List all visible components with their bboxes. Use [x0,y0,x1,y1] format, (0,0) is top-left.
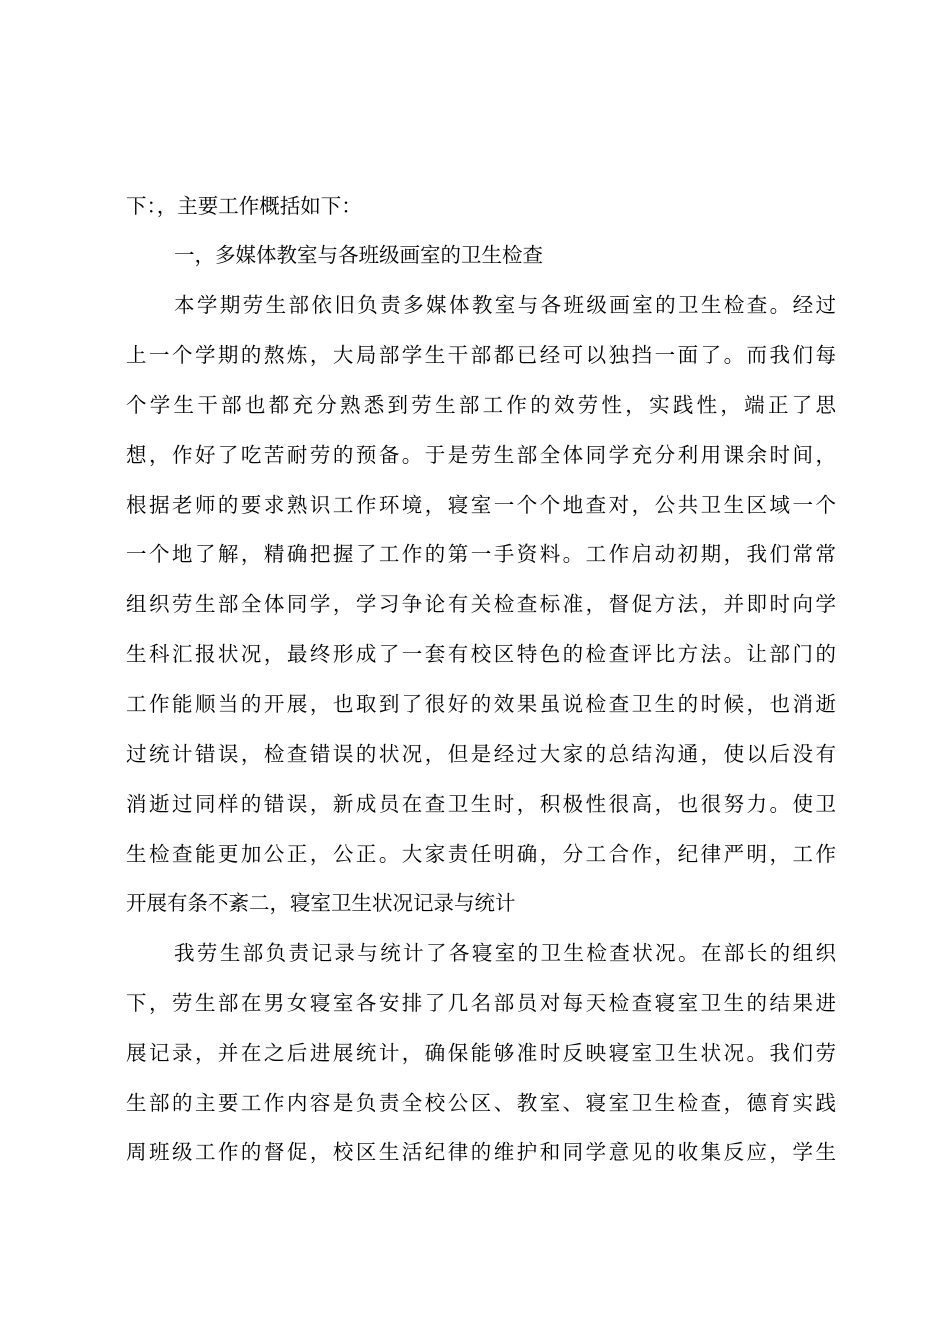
paragraph-line: 生科汇报状况，最终形成了一套有校区特色的检查评比方法。让部门的 [126,642,836,666]
paragraph-line: 生检查能更加公正，公正。大家责任明确，分工合作，纪律严明，工作 [126,842,836,866]
paragraph-line: 根据老师的要求熟识工作环境，寝室一个个地查对，公共卫生区域一个 [126,493,836,517]
paragraph-line: 工作能顺当的开展，也取到了很好的效果虽说检查卫生的时候，也消逝 [126,692,836,716]
paragraph-line: 上一个学期的熬炼，大局部学生干部都已经可以独挡一面了。而我们每 [126,343,836,367]
paragraph-line: 消逝过同样的错误，新成员在查卫生时，积极性很高，也很努力。使卫 [126,792,836,816]
paragraph-line: 周班级工作的督促，校区生活纪律的维护和同学意见的收集反应，学生 [126,1140,836,1164]
paragraph-line: 过统计错误，检查错误的状况，但是经过大家的总结沟通，使以后没有 [126,742,836,766]
paragraph-line: 一个地了解，精确把握了工作的第一手资料。工作启动初期，我们常常 [126,542,836,566]
paragraph-line: 开展有条不紊二，寝室卫生状况记录与统计 [126,891,516,915]
paragraph-line: 我劳生部负责记录与统计了各寝室的卫生检查状况。在部长的组织 [174,941,836,965]
paragraph-line: 个学生干部也都充分熟悉到劳生部工作的效劳性，实践性，端正了思 [126,393,836,417]
section-heading: 一，多媒体教室与各班级画室的卫生检查 [174,243,543,267]
paragraph-line: 下：，主要工作概括如下： [126,194,362,218]
paragraph-line: 下，劳生部在男女寝室各安排了几名部员对每天检查寝室卫生的结果进 [126,991,836,1015]
paragraph-line: 展记录，并在之后进展统计，确保能够准时反映寝室卫生状况。我们劳 [126,1041,836,1065]
paragraph-line: 本学期劳生部依旧负责多媒体教室与各班级画室的卫生检查。经过 [174,293,836,317]
paragraph-line: 组织劳生部全体同学，学习争论有关检查标准，督促方法，并即时向学 [126,592,836,616]
paragraph-line: 想，作好了吃苦耐劳的预备。于是劳生部全体同学充分利用课余时间， [126,443,836,467]
paragraph-line: 生部的主要工作内容是负责全校公区、教室、寝室卫生检查，德育实践 [126,1091,836,1115]
